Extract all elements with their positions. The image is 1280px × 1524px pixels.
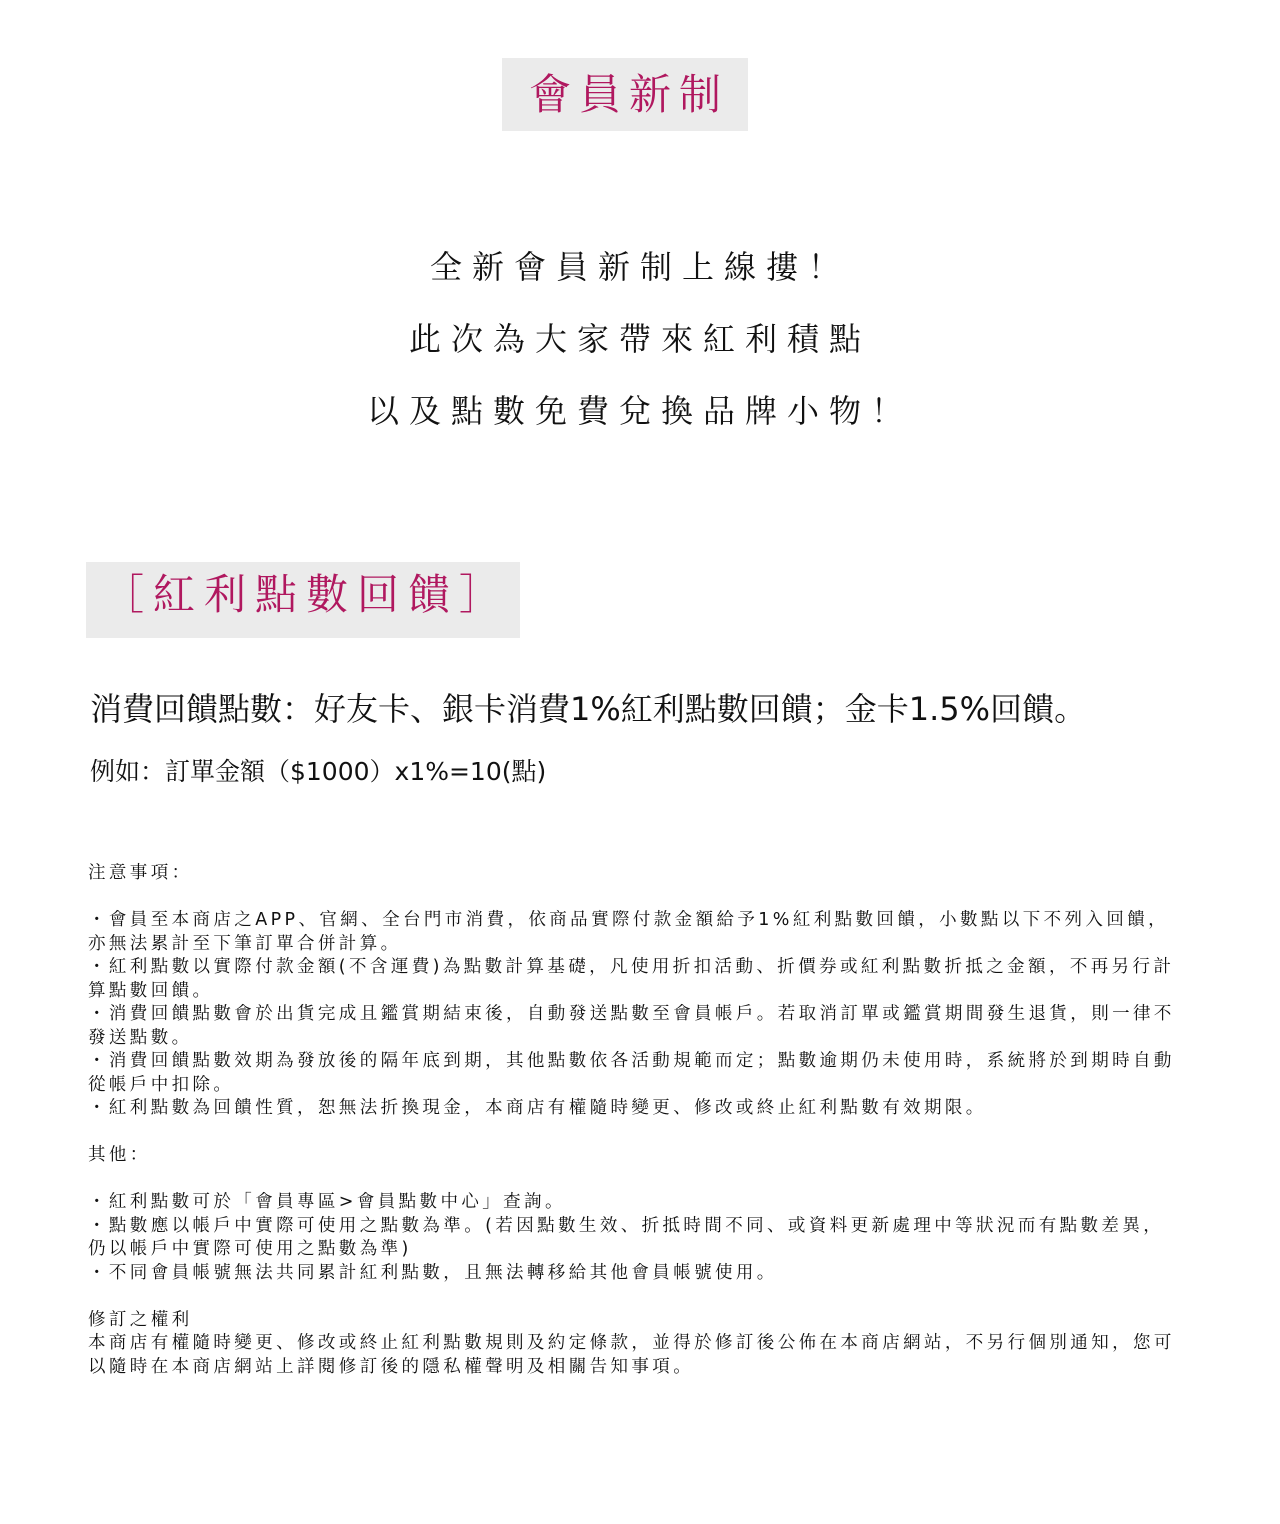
notes-item: ・消費回饋點數會於出貨完成且鑑賞期結束後，自動發送點數至會員帳戶。若取消訂單或鑑賞期間發生退貨，則一律不發送點數。 (88, 1004, 1175, 1048)
amendment-text: 本商店有權隨時變更、修改或終止紅利點數規則及約定條款，並得於修訂後公佈在本商店網站，不另行個別通知，您可以隨時在本商店網站上詳閱修訂後的隱私權聲明及相關告知事項。 (88, 1333, 1175, 1377)
terms-block (88, 862, 1178, 1379)
intro-line-2: 此次為大家帶來紅利積點 (408, 320, 871, 358)
intro-line-1: 全新會員新制上線摟！ (429, 248, 850, 286)
notes-label: 注意事項： (88, 863, 193, 883)
intro-line-3: 以及點數免費兌換品牌小物！ (366, 392, 913, 430)
notes-item: ・會員至本商店之APP、官網、全台門市消費，依商品實際付款金額給予1%紅利點數回饋，小數點以下不列入回饋，亦無法累計至下筆訂單合併計算。 (88, 910, 1170, 954)
rebate-example: 例如：訂單金額（$1000）x1%=10(點) (90, 757, 547, 786)
rebate-description: 消費回饋點數：好友卡、銀卡消費1%紅利點數回饋；金卡1.5%回饋。 (90, 690, 1087, 728)
amendment-label: 修訂之權利 (88, 1309, 193, 1330)
other-item: ・點數應以帳戶中實際可使用之點數為準。(若因點數生效、折抵時間不同、或資料更新處理中等狀況而有點數差異，仍以帳戶中實際可使用之點數為準) (88, 1215, 1165, 1259)
other-item: ・不同會員帳號無法共同累計紅利點數，且無法轉移給其他會員帳號使用。 (88, 1262, 778, 1283)
notes-item: ・紅利點數以實際付款金額(不含運費)為點數計算基礎，凡使用折扣活動、折價券或紅利點數折抵之金額，不再另行計算點數回饋。 (88, 957, 1175, 1001)
other-item: ・紅利點數可於「會員專區>會員點數中心」查詢。 (88, 1192, 566, 1212)
page-title: 會員新制 (502, 58, 748, 131)
notes-item: ・消費回饋點數效期為發放後的隔年底到期，其他點數依各活動規範而定；點數逾期仍未使用時，系統將於到期時自動從帳戶中扣除。 (88, 1051, 1175, 1095)
section-heading-bonus-rebate: ［紅利點數回饋］ (86, 562, 520, 638)
other-label: 其他： (88, 1145, 151, 1165)
notes-item: ・紅利點數為回饋性質，恕無法折換現金，本商店有權隨時變更、修改或終止紅利點數有效期限。 (88, 1098, 987, 1118)
